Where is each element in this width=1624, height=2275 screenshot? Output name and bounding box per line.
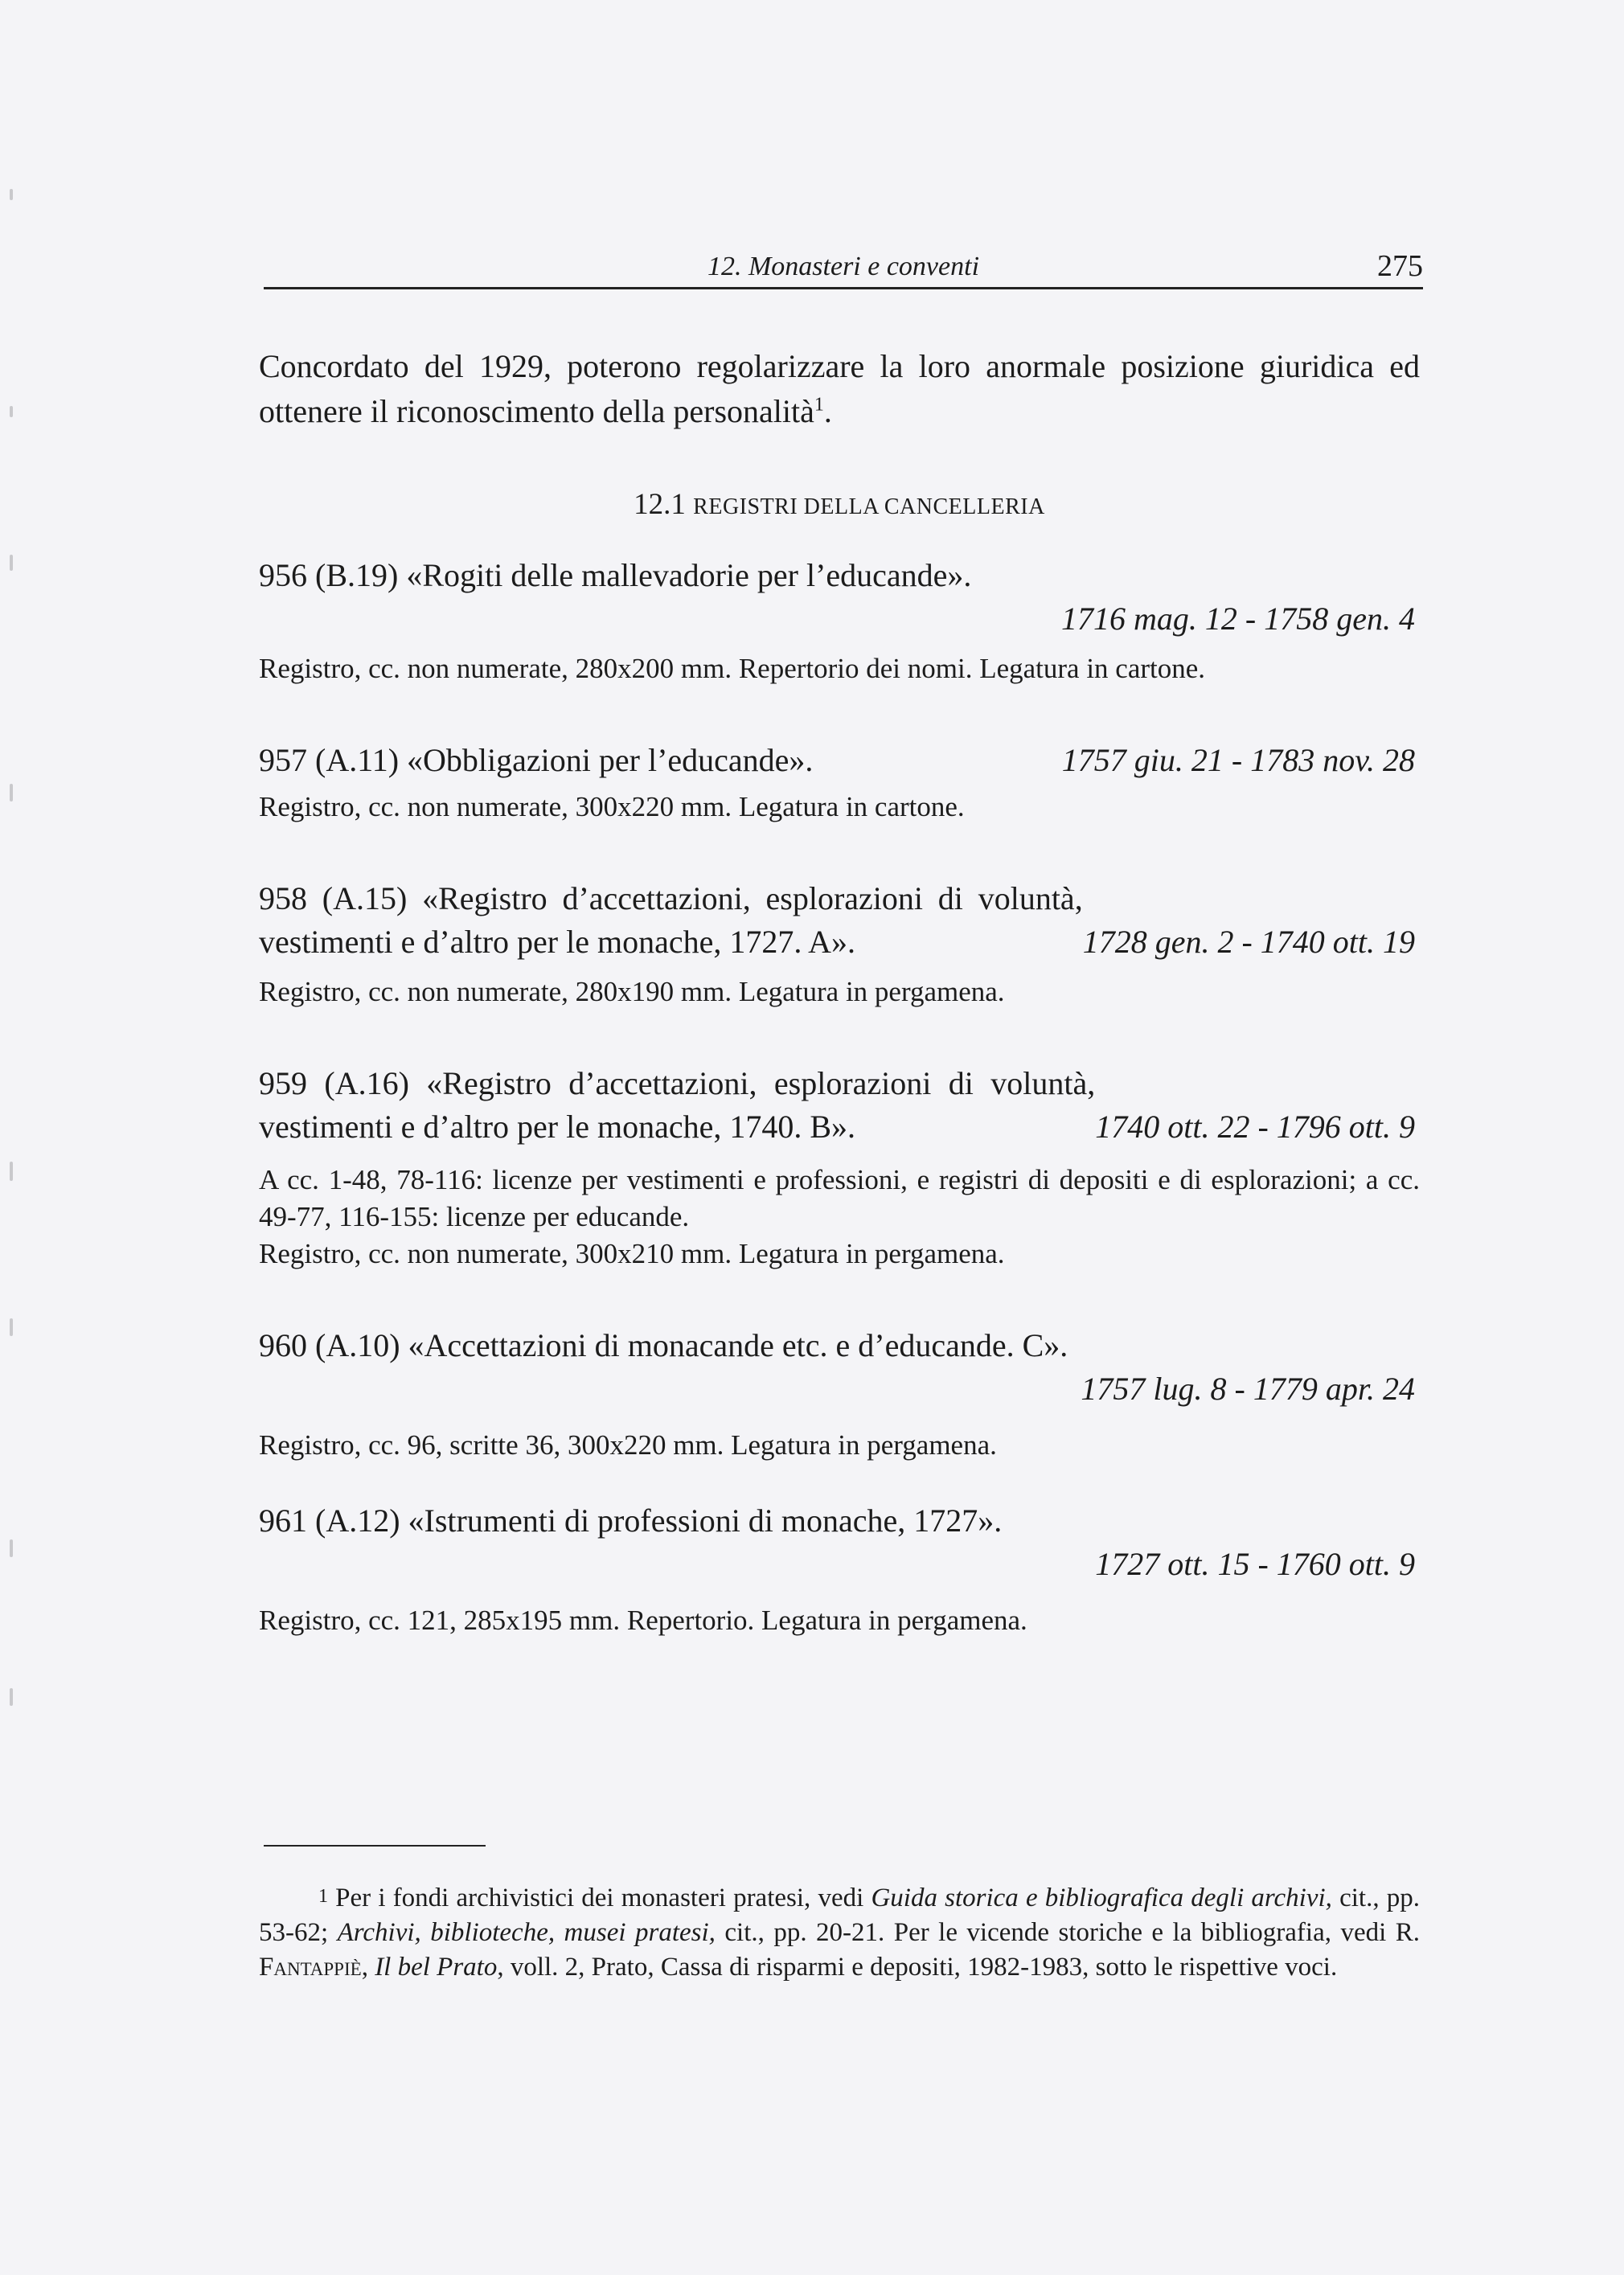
footnote-text: cit., pp. 53-62; [259, 1884, 1420, 1947]
entry-title: 957 (A.11) «Obbligazioni per l’educande». [259, 742, 814, 778]
chapter-title: 12. Monasteri e conventi [707, 252, 980, 281]
entry-title-line [259, 739, 1420, 782]
entry-dates: 1728 gen. 2 - 1740 ott. 19 [1082, 924, 1415, 960]
footnote-text: Per i fondi archivistici dei monasteri pratesi, vedi [335, 1884, 871, 1912]
page-number: 275 [1377, 249, 1423, 283]
catalog-entry [259, 1499, 1420, 1639]
catalog-entry [259, 877, 1420, 1010]
intro-end: . [823, 393, 832, 429]
entry-title [259, 877, 1420, 964]
scan-edge-mark [10, 406, 13, 417]
intro-text: Concordato del 1929, poterono regolarizzare la loro anormale posizione giuridica ed ottenere il riconoscimento della personalità [259, 348, 1420, 429]
scan-edge-mark [10, 555, 13, 571]
footnote [259, 1881, 1420, 1985]
entry-dates: 1757 lug. 8 - 1779 apr. 24 [1081, 1371, 1415, 1407]
catalog-entry [259, 1062, 1420, 1273]
entry-description: A cc. 1-48, 78-116: licenze per vestimenti e professioni, e registri di depositi e di esplorazioni; a cc. 49-77, 116-155: licenze per educande. [259, 1164, 1420, 1232]
entry-dates: 1727 ott. 15 - 1760 ott. 9 [1095, 1546, 1415, 1582]
scan-edge-mark [10, 1162, 13, 1181]
section-number: 12.1 [634, 488, 686, 521]
main-content [259, 344, 1420, 1639]
catalog-entry [259, 739, 1420, 826]
footnote-author: Fantappiè [259, 1953, 362, 1982]
entry-title: 961 (A.12) «Istrumenti di professioni di monache, 1727». [259, 1502, 1003, 1539]
intro-paragraph [259, 344, 1420, 434]
entry-description: Registro, cc. non numerate, 300x220 mm. Legatura in cartone. [259, 791, 965, 822]
catalog-entry [259, 554, 1420, 687]
entry-description-physical: Registro, cc. non numerate, 300x210 mm. Legatura in pergamena. [259, 1238, 1005, 1269]
running-header [264, 245, 1423, 289]
scan-edge-mark [10, 1318, 13, 1336]
section-heading [259, 487, 1420, 522]
scan-edge-mark [10, 1539, 13, 1557]
entry-description: Registro, cc. 121, 285x195 mm. Repertorio. Legatura in pergamena. [259, 1605, 1027, 1636]
scan-edge-mark [10, 1688, 13, 1706]
entry-dates: 1740 ott. 22 - 1796 ott. 9 [1095, 1109, 1415, 1145]
entry-description: Registro, cc. non numerate, 280x200 mm. Repertorio dei nomi. Legatura in cartone. [259, 653, 1206, 684]
footnote-text: , [361, 1953, 375, 1982]
footnote-text: , voll. 2, Prato, Cassa di risparmi e depositi, 1982-1983, sotto le rispettive voci. [497, 1953, 1338, 1982]
scan-edge-mark [10, 189, 13, 200]
entry-description: Registro, cc. non numerate, 280x190 mm. Legatura in pergamena. [259, 976, 1005, 1007]
footnote-divider [264, 1845, 486, 1847]
entry-dates: 1757 giu. 21 - 1783 nov. 28 [1061, 742, 1415, 778]
catalog-entry [259, 1324, 1420, 1464]
entry-dates: 1716 mag. 12 - 1758 gen. 4 [1061, 601, 1415, 637]
footnote-text: cit., pp. 20-21. Per le vicende storiche e la bibliografia, vedi R. [715, 1918, 1420, 1947]
section-title: REGISTRI DELLA CANCELLERIA [693, 494, 1045, 519]
entry-title [259, 1062, 1420, 1149]
footnote-citation-title: Il bel Prato [375, 1953, 498, 1982]
entry-title-text: 959 (A.16) «Registro d’accettazioni, esplorazioni di voluntà, vestimenti e d’altro per le monache, 1740. B». [259, 1065, 1096, 1145]
footnote-citation-title: Guida storica e bibliografica degli archivi, [871, 1884, 1332, 1912]
footnote-marker: 1 [318, 1886, 328, 1907]
entry-description: Registro, cc. 96, scritte 36, 300x220 mm. Legatura in pergamena. [259, 1429, 997, 1461]
entry-title-text: 958 (A.15) «Registro d’accettazioni, esplorazioni di voluntà, vestimenti e d’altro per le monache, 1727. A». [259, 880, 1083, 960]
entry-title: 956 (B.19) «Rogiti delle mallevadorie per l’educande». [259, 557, 972, 593]
footnote-reference: 1 [814, 394, 824, 416]
scan-edge-mark [10, 784, 13, 801]
footnote-citation-title: Archivi, biblioteche, musei pratesi, [337, 1918, 716, 1947]
entry-title: 960 (A.10) «Accettazioni di monacande etc. e d’educande. C». [259, 1327, 1068, 1363]
